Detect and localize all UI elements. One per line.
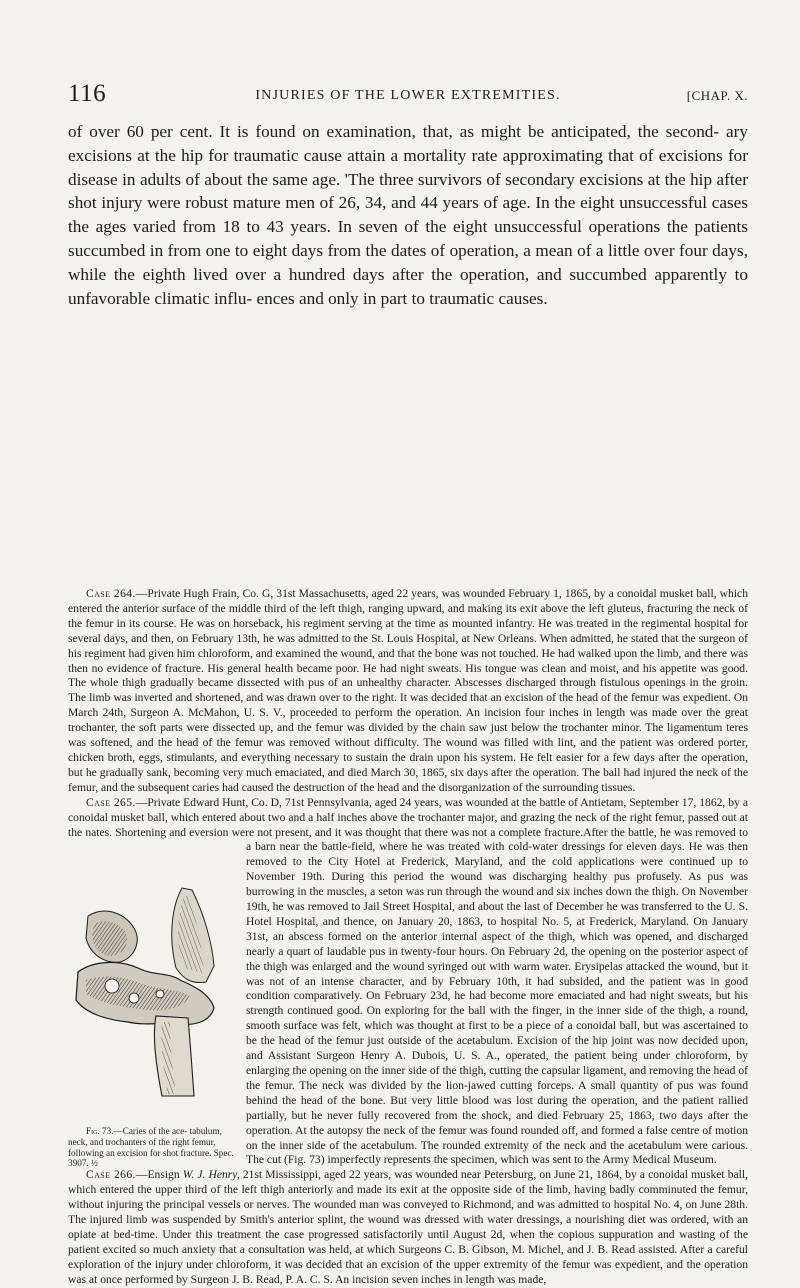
case-264 [68, 587, 748, 796]
case-rank: —Ensign [135, 1168, 183, 1182]
running-title: INJURIES OF THE LOWER EXTREMITIES. [255, 88, 561, 103]
case-text: 21st Mississippi, aged 22 years, was wounded near Petersburg, on June 21, 1864, by a conoidal musket ball, which entered the upper third of the left thigh anteriorly and made its exit at the opposite side of the limb, having badly comminuted the femur, without injuring the principal vessels or nerves. The wounded man was conveyed to Richmond, and was admitted to hospital No. 4, on June 28th. The injured limb was suspended by Smith's anterior splint, the wound was dressed with water dressings, a nourishing diet was ordered, with an opiate at bed-time. Under this treatment the case progressed satisfactorily until August 2d, when the copious suppuration and wasting of the patient excited so much anxiety that a consultation was held, at which Surgeons C. B. Gibson, M. Michel, and J. B. Read assisted. After a careful exploration of the injury under chloroform, it was decided that an excision of the upper extremity of the femur was expedient, and the operation was at once performed by Surgeon J. B. Read, P. A. C. S. An incision seven inches in length was made, [68, 1168, 748, 1286]
figure-73 [64, 876, 236, 1169]
case-label: Case 265. [86, 795, 136, 809]
case-label: Case 264. [86, 587, 136, 600]
chapter-label: [CHAP. X. [686, 88, 748, 103]
case-label: Case 266. [86, 1168, 136, 1182]
intro-paragraph: of over 60 per cent. It is found on examination, that, as might be anticipated, the second- ary excisions at the hip for traumatic cause attain a mortality rate approximating that of excisions for disease in adults of about the same age. 'The three survivors of secondary excisions at the hip after shot injury were robust mature men of 26, 34, and 44 years of age. In the eight unsuccessful cases the ages varied from 18 to 43 years. In seven of the eight unsuccessful operations the patients succumbed in from one to eight days from the dates of operation, a mean of a little over four days, while the eighth lived over a hundred days after the operation, and succumbed apparently to unfavorable climatic influ- ences and only in part to traumatic causes. [68, 122, 748, 308]
femur-specimen-illustration [64, 876, 236, 1102]
case-reports [68, 587, 748, 1288]
page-header [68, 80, 748, 110]
page-number: 116 [68, 80, 107, 107]
case-text: —Private Hugh Frain, Co. G, 31st Massachusetts, aged 22 years, was wounded February 1, 1865, by a conoidal musket ball, which entered the anterior surface of the middle third of the left thigh, ranging upward, and making its exit above the left gluteus, fracturing the neck of the femur in its course. He was on horseback, his regiment serving at the time as mounted infantry. He was treated in the regimental hospital for several days, and then, on February 13th, he was admitted to the St. Louis Hospital, at New Orleans. When admitted, he stated that the surgeon of his regiment had given him chloroform, and examined the wound, and that the bone was not touched. He had walked upon the limb, and there was then no evidence of fracture. His general health became poor. He had night sweats. His tongue was clean and moist, and his appetite was good. The whole thigh gradually became dissected with pus of an unhealthy character. Abscesses discharged through fistulous openings in the groin. The limb was inverted and shortened, and was drawn over to the right. It was decided that an excision of the head of the femur was expedient. On March 24th, Surgeon A. McMahon, U. S. V., proceeded to perform the operation. An incision four inches in length was made over the great trochanter, the soft parts were dissected up, and the femur was divided by the chain saw just below the trochanter minor. The ligamentum teres was softened, and the head of the femur was removed without difficulty. The wound was filled with lint, and the patient was ordered porter, chicken broth, eggs, stimulants, and everything necessary to sustain the drain upon his system. He felt easier for a few days after the operation, but he gradually sank, becoming very much emaciated, and died March 30, 1865, six days after the operation. The ball had injured the neck of the femur, and the subsequent caries had caused the destruction of the head and the disorganization of the surrounding tissues. [68, 587, 748, 794]
caption-text: —Caries of the ace- tabulum, neck, and trochanters of the right femur, following an excision for shot fracture. Spec. 3907. ½ [68, 1126, 234, 1169]
caption-label: Fig. 73. [86, 1126, 114, 1137]
patient-name: W. J. Henry, [182, 1168, 240, 1182]
case-text: —Private Edward Hunt, Co. D, 71st Pennsylvania, aged 24 years, was wounded at the battle of Antietam, September 17, 1862, by a conoidal musket ball, which entered about two and a half inches above the trochanter major, and grazing the neck of the right femur, passed out at the nates. Shortening and eversion were not present, and it was thought that there was not a complete fracture. [68, 795, 748, 839]
case-266 [68, 1168, 748, 1287]
case-text-continued: After the battle, he was removed to a barn near the battle-field, where he was treated with cold-water dressings for eleven days. He was then removed to the City Hotel at Frederick, Maryland, and the cold applications were continued up to November 19th. During this period the wound was discharging healthy pus profusely. As pus was burrowing in the muscles, a seton was run through the wound and six inches down the thigh. On November 19th, he was removed to Jail Street Hospital, and about the last of December he was transferred to the U. S. Hotel Hospital, and thence, on January 20, 1863, to hospital No. 5, at Frederick, Maryland. On January 31st, an abscess formed on the anterior internal aspect of the thigh, which was opened, and discharged nearly a quart of laudable pus in twenty-four hours. On February 2d, the opening on the posterior aspect of the thigh was enlarged and the wound syringed out with warm water. Erysipelas attacked the wound, but it was not of an intense character, and by February 10th, it had subsided, and the patient was in good condition comparatively. On February 23d, he had become more emaciated and had night sweats, but his strength continued good. On exploring for the ball with the finger, in the inner side of the thigh, a round, smooth surface was felt, which was thought at first to be a piece of a conoidal ball, but was ascertained to be the head of the femur just outside of the acetabulum. Excision of the hip joint was now decided upon, and Assistant Surgeon Henry A. Dubois, U. S. A., operated, the patient being under chloroform, by enlarging the opening on the inner side of the thigh, cutting the capsular ligament, and removing the head of the femur. The neck was divided by the lion-jawed cutting forceps. A small quantity of pus was found behind the head of the bone. But very little blood was lost during the operation, and the patient rallied partially, but he never fully recovered from the shock, and died February 25, 1863, two days after the operation. At the autopsy the neck of the femur was found rounded off, and formed a false centre of motion on the inner side of the acetabulum. The rounded extremity of the neck and the acetabulum were carious. The cut (Fig. 73) imperfectly represents the specimen, which was sent to the Army Medical Museum. [246, 825, 748, 1167]
case-265 [68, 796, 748, 1169]
